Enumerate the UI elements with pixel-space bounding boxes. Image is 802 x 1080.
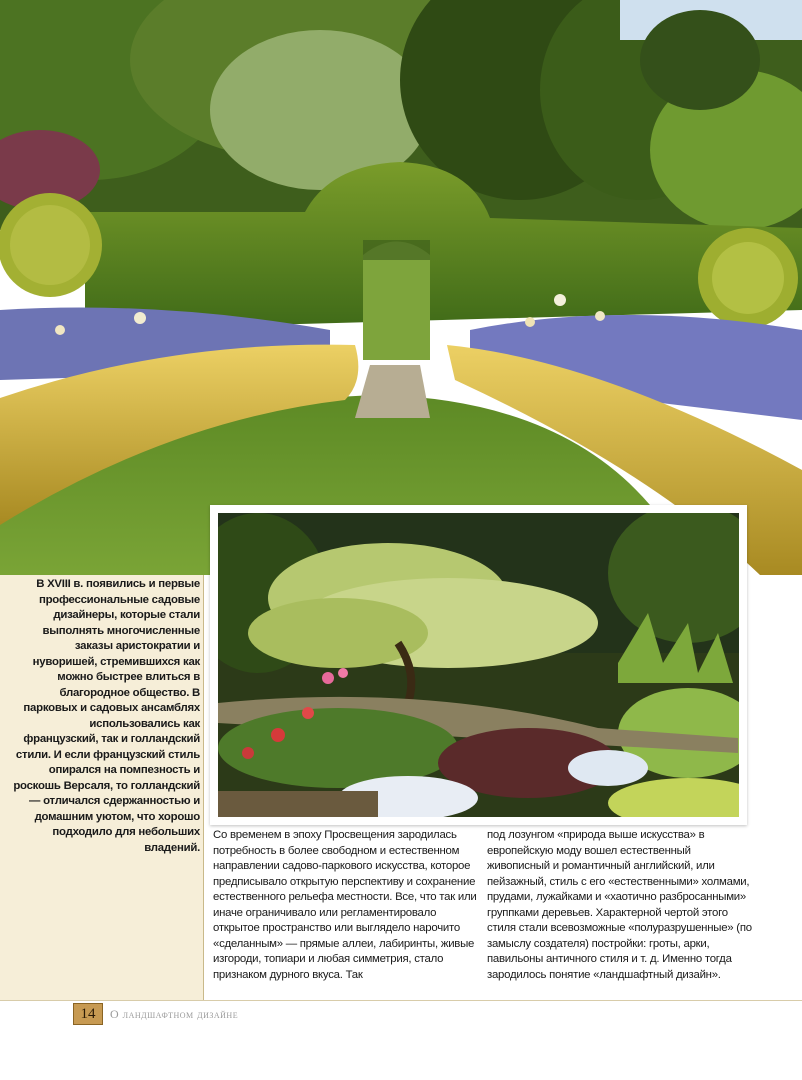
running-section-title: О ландшафтном дизайне xyxy=(110,1007,239,1021)
inset-maple-garden-photo xyxy=(218,513,739,817)
article-column-2: под лозунгом «природа выше искусства» в европейскую моду вошел естественный живописный и романтичный английский, или пейзажный, стиль с его «естественными» холмами, прудами, лужайками и «хаотично разбросанными» группками деревьев. Характерной чертой этого стиля стали всевозможные «полуразрушенные» (по замыслу создателя) постройки: гроты, арки, павильоны античного стиля и т. д. Именно тогда зародилось понятие «ландшафтный дизайн». xyxy=(487,829,752,981)
sidebar-divider xyxy=(203,575,204,1000)
sidebar-panel xyxy=(0,575,203,1000)
page-number-badge: 14 xyxy=(73,1003,103,1025)
article-column-1: Со временем в эпоху Просвещения зародилась потребность в более свободном и естественном направлении садово-паркового искусства, которое предписывало открытую перспективу и сохранение естественного рельефа местности. Все, что так или иначе ограничивало или регламентировало открытое пространство или выглядело нарочито «сделанным» — прямые аллеи, лабиринты, живые изгороди, топиари и любая симметрия, стало признаком дурного вкуса. Так xyxy=(213,829,477,981)
inset-photo-frame xyxy=(210,505,747,825)
footer-divider xyxy=(0,1000,802,1001)
sidebar-text: В XVIII в. появились и первые профессиональные садовые дизайнеры, которые стали выполнять многочисленные заказы аристократии и нуворишей, стремившихся как можно быстрее влиться в благородное общество. В парковых и садовых ансамблях использовались как французский, так и голландский стили. И если французский стиль опирался на помпезность и роскошь Версаля, то голландский — отличался сдержанностью и домашним уютом, что хорошо подходило для небольших владений. xyxy=(13,578,200,854)
